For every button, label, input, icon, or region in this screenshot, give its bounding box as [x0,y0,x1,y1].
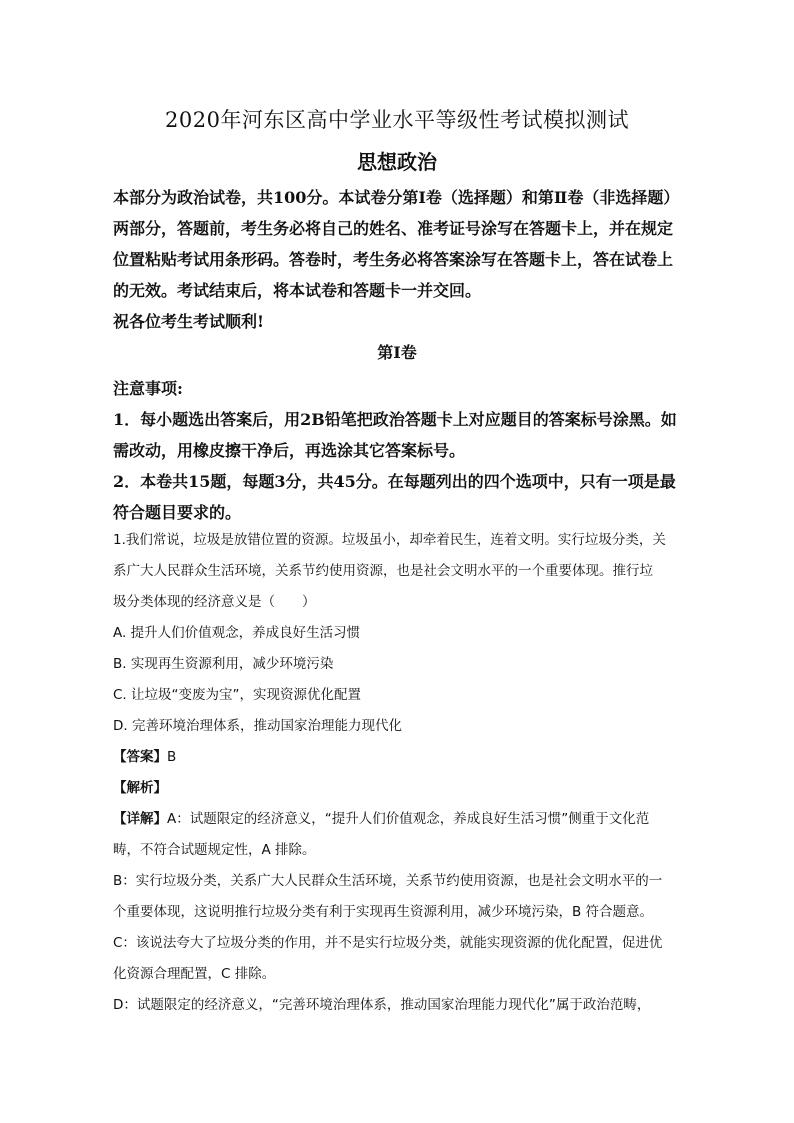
question-stem-line: 系广大人民群众生活环境，关系节约使用资源，也是社会文明水平的一个重要体现。推行垃 [113,563,653,579]
detail-line: 畴，不符合试题规定性，A 排除。 [113,842,316,858]
option-d: D. 完善环境治理体系，推动国家治理能力现代化 [113,718,402,734]
detail-line: 化资源合理配置，C 排除。 [113,966,276,982]
answer-line [113,742,685,773]
detail-line: B：实行垃圾分类，关系广大人民群众生活环境，关系节约使用资源，也是社会文明水平的一 [113,873,663,889]
question-stem-line: 圾分类体现的经济意义是（ ） [113,594,316,610]
note-line: 2．本卷共15题，每题3分，共45分。在每题列出的四个选项中，只有一项是最 [113,472,676,491]
answer-value: B [167,749,177,765]
answer-tag: 【答案】 [113,749,167,765]
exam-instructions [113,182,685,337]
question-stem-line: 1.我们常说，垃圾是放错位置的资源。垃圾虽小，却牵着民生，连着文明。实行垃圾分类，关 [113,532,666,548]
instruction-line: 位置粘贴考试用条形码。答卷时，考生务必将答案涂写在答题卡上，答在试卷上 [113,250,674,269]
option-c: C. 让垃圾“变废为宝”，实现资源优化配置 [113,687,361,703]
notes-section [113,373,685,528]
detail-tag: 【详解】 [113,811,167,827]
option-b: B. 实现再生资源利用，减少环境污染 [113,656,334,672]
note-line: 1．每小题选出答案后，用2B铅笔把政治答题卡上对应题目的答案标号涂黑。如 [113,410,677,429]
instruction-line: 两部分，答题前，考生务必将自己的姓名、准考证号涂写在答题卡上，并在规定 [113,219,674,238]
volume-heading: 第Ⅰ卷 [377,343,417,362]
notes-heading: 注意事项: [113,379,183,398]
detail-line: D：试题限定的经济意义，“完善环境治理体系，推动国家治理能力现代化”属于政治范畴， [113,997,651,1013]
subject-title: 思想政治 [357,150,437,174]
detail-line: C：该说法夸大了垃圾分类的作用，并不是实行垃圾分类，就能实现资源的优化配置，促进优 [113,935,663,951]
exam-title: 2020年河东区高中学业水平等级性考试模拟测试 [165,108,629,132]
detail-text: A：试题限定的经济意义，“提升人们价值观念，养成良好生活习惯”侧重于文化范 [167,811,650,827]
analysis-line [113,773,685,804]
option-a: A. 提升人们价值观念，养成良好生活习惯 [113,625,361,641]
analysis-tag: 【解析】 [113,780,167,796]
detail-line [113,804,685,835]
instruction-line: 本部分为政治试卷，共100分。本试卷分第Ⅰ卷（选择题）和第Ⅱ卷（非选择题） [113,188,680,207]
note-line: 需改动，用橡皮擦干净后，再选涂其它答案标号。 [113,441,466,460]
note-line: 符合题目要求的。 [113,503,242,522]
detail-line: 个重要体现，这说明推行垃圾分类有利于实现再生资源利用，减少环境污染，B 符合题意。 [113,904,654,920]
instruction-line: 的无效。考试结束后，将本试卷和答题卡一并交回。 [113,281,482,300]
good-luck-line: 祝各位考生考试顺利! [113,312,265,331]
question-1 [113,525,685,1021]
